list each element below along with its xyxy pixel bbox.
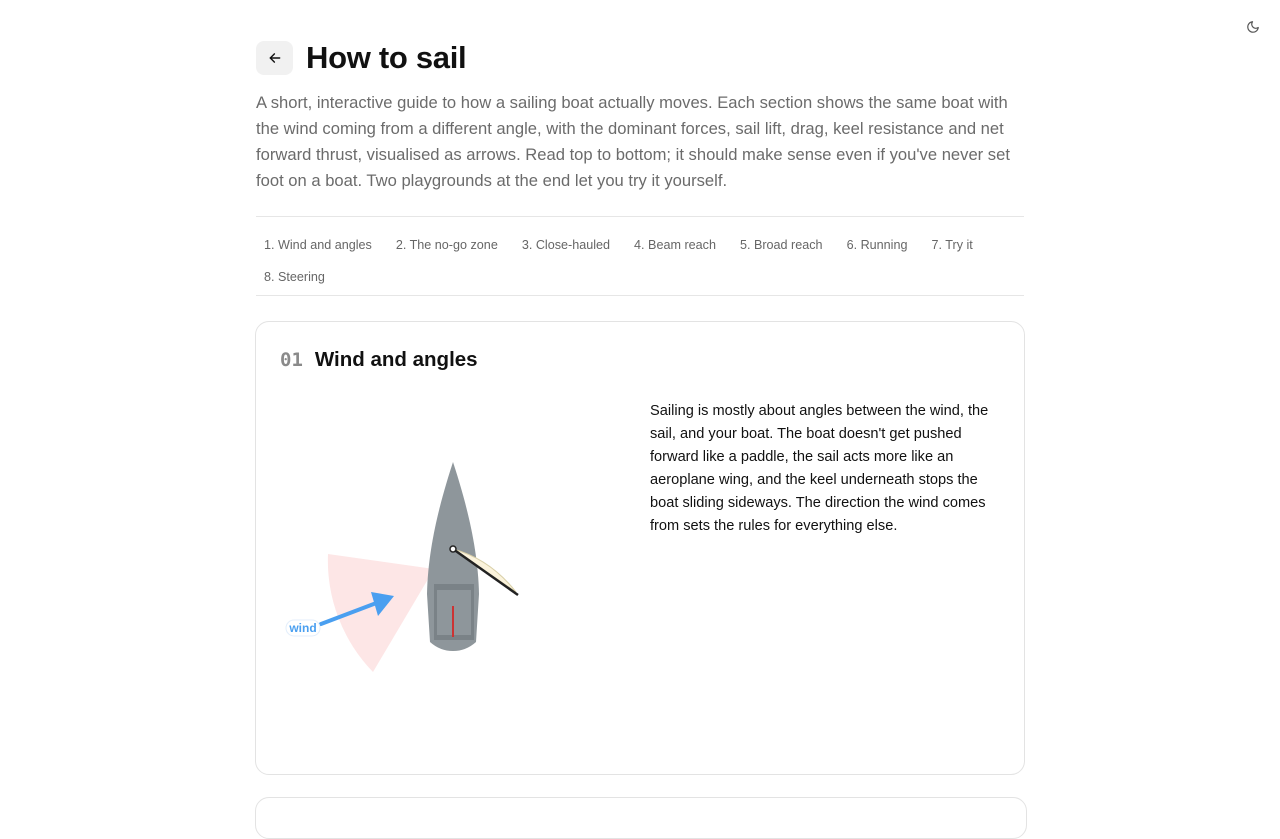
toc-list bbox=[256, 229, 996, 293]
section-card-wind-and-angles bbox=[255, 321, 1025, 775]
mast bbox=[450, 546, 456, 552]
toc-link-close-hauled[interactable]: 3. Close-hauled bbox=[521, 238, 611, 252]
theme-toggle-button[interactable] bbox=[1243, 17, 1263, 37]
section-heading bbox=[280, 348, 478, 372]
section-number: 01 bbox=[280, 349, 303, 371]
moon-icon bbox=[1246, 20, 1260, 34]
toc-link-no-go-zone[interactable]: 2. The no-go zone bbox=[395, 238, 498, 252]
wind-label-text: wind bbox=[289, 621, 317, 635]
no-go-zone-wedge bbox=[328, 554, 434, 672]
toc-link-try-it[interactable]: 7. Try it bbox=[931, 238, 973, 252]
page-title: How to sail bbox=[306, 40, 467, 75]
toc-link-broad-reach[interactable]: 5. Broad reach bbox=[739, 238, 823, 252]
title-row bbox=[256, 41, 1024, 75]
section-title: Wind and angles bbox=[314, 348, 478, 371]
page-header bbox=[256, 41, 1024, 194]
page-intro: A short, interactive guide to how a sailing boat actually moves. Each section shows the same boat with the wind coming from a different angle, with the dominant forces, sail lift, drag, keel resistance and net forward thrust, visualised as arrows. Read top to bottom; it should make sense even if you've never set foot on a boat. Two playgrounds at the end let you try it yourself. bbox=[256, 93, 1010, 190]
wind-label bbox=[286, 620, 320, 636]
section-body: Sailing is mostly about angles between the wind, the sail, and your boat. The boat doesn't get pushed forward like a paddle, the sail acts more like an aeroplane wing, and the keel underneath stops the boat sliding sideways. The direction the wind comes from sets the rules for everything else. bbox=[650, 403, 989, 534]
table-of-contents bbox=[256, 216, 1024, 296]
section-card-next bbox=[255, 797, 1027, 839]
toc-link-steering[interactable]: 8. Steering bbox=[264, 270, 325, 284]
back-button[interactable] bbox=[256, 41, 293, 75]
arrow-left-icon bbox=[268, 51, 282, 65]
toc-link-wind-and-angles[interactable]: 1. Wind and angles bbox=[264, 238, 372, 252]
boat-illustration bbox=[280, 394, 620, 754]
toc-link-running[interactable]: 6. Running bbox=[846, 238, 908, 252]
toc-link-beam-reach[interactable]: 4. Beam reach bbox=[634, 238, 716, 252]
